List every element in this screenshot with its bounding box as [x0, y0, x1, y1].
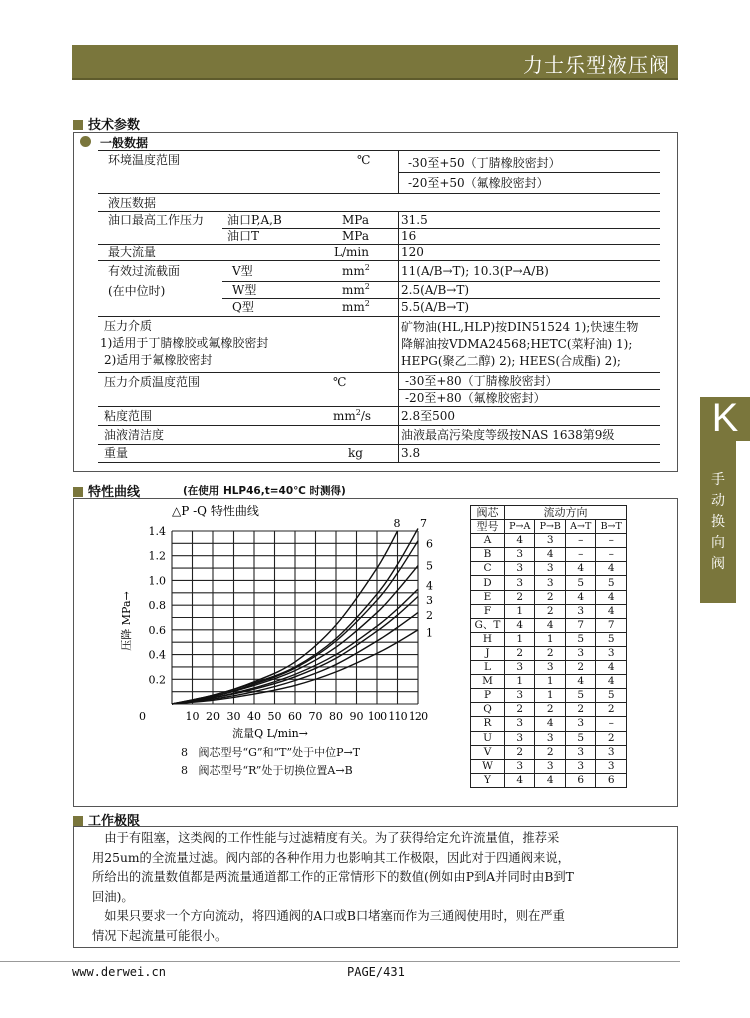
limits-paragraph	[92, 829, 574, 946]
ambient-temp-label: 环境温度范围	[108, 153, 181, 167]
y-tick-label: 0.2	[148, 673, 166, 687]
square-bullet-icon	[73, 487, 83, 497]
flow-curve-cell: 2	[505, 703, 535, 717]
x-tick-label: 60	[288, 710, 302, 723]
x-tick-label: 10	[185, 710, 200, 723]
column-header: B→T	[596, 520, 627, 534]
flow-curve-cell: 1	[535, 632, 566, 646]
flow-curve-cell: 4	[535, 773, 566, 787]
viscosity-label: 粘度范围	[104, 409, 153, 423]
side-tab-char: 动	[711, 493, 725, 509]
flow-curve-cell: 3	[535, 576, 566, 590]
curve-label: 7	[420, 517, 427, 530]
spool-type-cell: Q	[471, 703, 505, 717]
table-header-spool: 阀芯	[471, 506, 505, 520]
flow-curve-cell: 4	[566, 590, 596, 604]
x-tick-label: 70	[308, 710, 323, 723]
table-row	[471, 661, 627, 675]
y-tick-label: 0.6	[148, 623, 166, 637]
table-row	[471, 731, 627, 745]
limits-line: 回油)。	[92, 889, 134, 904]
side-tab-char: 向	[711, 535, 725, 551]
cross-section-label-2: (在中位时)	[108, 284, 166, 298]
unit-sup: 2	[364, 299, 370, 308]
w-type-unit	[342, 283, 370, 298]
flow-curve-cell: 3	[505, 717, 535, 731]
flow-curve-cell: 4	[566, 675, 596, 689]
flow-curve-cell: 6	[566, 773, 596, 787]
flow-curve-cell: 3	[596, 759, 627, 773]
flow-curve-cell: 5	[566, 731, 596, 745]
fluid-value-2: 降解油按VDMA24568;HETC(菜籽油) 1);	[401, 337, 633, 351]
side-tab-letter: K	[711, 396, 739, 440]
fluid-note-1: 1)适用于丁腈橡胶或氟橡胶密封	[100, 336, 269, 350]
chart-title: △P -Q 特性曲线	[172, 504, 259, 518]
unit-sup: 2	[364, 282, 370, 291]
flow-curve-cell: 3	[596, 745, 627, 759]
flow-curve-cell: 5	[596, 632, 627, 646]
flow-curve-cell: 5	[596, 689, 627, 703]
table-header-flow-direction: 流动方向	[505, 506, 627, 520]
flow-curve-cell: 6	[596, 773, 627, 787]
fluid-temp-value-2: -20至+80（氟橡胶密封）	[405, 391, 546, 405]
x-tick-label: 80	[329, 710, 343, 723]
limits-line: 用25um的全流量过滤。阀内部的各种作用力也影响其工作极限，因此对于四通阀来说，	[92, 850, 570, 865]
curve-label: 6	[426, 537, 433, 551]
flow-curve-cell: 4	[596, 661, 627, 675]
flow-curve-cell: 3	[535, 731, 566, 745]
ambient-temp-unit: ℃	[357, 153, 371, 167]
y-tick-label: 1.4	[148, 525, 166, 538]
x-tick-label: 40	[247, 710, 261, 723]
spool-type-cell: R	[471, 717, 505, 731]
cleanliness-label: 油液清洁度	[104, 428, 165, 442]
spool-type-cell: F	[471, 604, 505, 618]
flow-curve-cell: –	[566, 534, 596, 548]
table-row	[471, 562, 627, 576]
q-type-unit	[342, 300, 370, 315]
table-row	[471, 675, 627, 689]
weight-value: 3.8	[401, 446, 421, 460]
side-tab-char: 手	[711, 472, 725, 488]
port-t-value: 16	[401, 229, 417, 243]
fluid-value-3: HEPG(聚乙二醇) 2); HEES(合成酯) 2);	[401, 354, 621, 368]
flow-curve-cell: 3	[505, 689, 535, 703]
flow-curve-cell: –	[596, 717, 627, 731]
hydraulic-data-heading: 液压数据	[108, 196, 157, 210]
x-tick-label: 30	[226, 710, 241, 723]
flow-curve-cell: 2	[566, 661, 596, 675]
section-heading-text: 特性曲线	[88, 485, 141, 500]
chart-ylabel: 压降 MPa→	[120, 591, 133, 651]
flow-curve-cell: 3	[505, 562, 535, 576]
flow-curve-cell: 3	[505, 576, 535, 590]
spool-type-cell: J	[471, 646, 505, 660]
flow-curve-cell: 3	[505, 548, 535, 562]
flow-curve-cell: 2	[505, 745, 535, 759]
x-tick-label: 110	[388, 710, 407, 723]
flow-curve-cell: 1	[505, 604, 535, 618]
legend-line-1	[181, 745, 360, 760]
table-row	[471, 745, 627, 759]
side-tab-char: 阀	[711, 556, 725, 572]
section-heading-tech	[73, 114, 140, 133]
flow-curve-cell: 4	[596, 562, 627, 576]
limits-line: 情况下起流量可能很小。	[92, 928, 228, 943]
limits-line: 由于有阻塞，这类阀的工作性能与过滤精度有关。为了获得给定允许流量值，推荐采	[92, 831, 560, 845]
fluid-temp-label: 压力介质温度范围	[104, 375, 201, 389]
table-row	[471, 689, 627, 703]
x-tick-label: 90	[349, 710, 364, 723]
spool-type-cell: W	[471, 759, 505, 773]
fluid-temp-unit: ℃	[333, 375, 347, 389]
footer-website[interactable]: www.derwei.cn	[72, 965, 166, 979]
table-row	[471, 703, 627, 717]
unit-suffix: /s	[360, 409, 372, 423]
flow-curve-cell: 2	[535, 703, 566, 717]
chart-curves	[172, 517, 433, 704]
flow-curve-cell: 3	[505, 731, 535, 745]
flow-curve-cell: 3	[505, 661, 535, 675]
table-row	[471, 548, 627, 562]
table-row	[471, 618, 627, 632]
flow-curve-cell: 4	[535, 548, 566, 562]
curves-note: (在使用 HLP46,t=40℃ 时测得)	[183, 485, 346, 497]
flow-curve-cell: 1	[505, 632, 535, 646]
spool-type-cell: G、T	[471, 618, 505, 632]
spool-type-cell: B	[471, 548, 505, 562]
spool-flow-table	[470, 505, 627, 788]
legend-text: 阀芯型号“R”处于切换位置A→B	[198, 764, 353, 777]
flow-curve-cell: 1	[505, 675, 535, 689]
port-pab-label: 油口P,A,B	[227, 213, 282, 227]
cross-section-label: 有效过流截面	[108, 264, 181, 278]
spool-type-cell: D	[471, 576, 505, 590]
square-bullet-icon	[73, 120, 83, 130]
limits-line: 如果只要求一个方向流动，将四通阀的A口或B口堵塞而作为三通阀使用时，则在严重	[92, 909, 565, 923]
q-type-value: 5.5(A/B→T)	[401, 300, 470, 314]
flow-curve-cell: 3	[596, 646, 627, 660]
flow-curve-cell: 2	[535, 745, 566, 759]
curve-label: 4	[426, 579, 433, 593]
viscosity-unit	[333, 409, 371, 424]
table-row	[471, 590, 627, 604]
flow-curve-cell: 3	[505, 759, 535, 773]
flow-curve-cell: –	[596, 534, 627, 548]
square-bullet-icon	[73, 816, 83, 826]
max-flow-value: 120	[401, 245, 424, 259]
fluid-label: 压力介质	[104, 319, 153, 333]
flow-curve-cell: 2	[505, 590, 535, 604]
flow-curve-cell: 4	[596, 675, 627, 689]
y-tick-label: 1.0	[148, 574, 166, 588]
side-tab-label	[700, 470, 736, 575]
unit-sup: 2	[364, 263, 370, 272]
column-header: P→B	[535, 520, 566, 534]
spool-type-cell: P	[471, 689, 505, 703]
curve-label: 5	[426, 559, 433, 573]
legend-num: 8	[181, 764, 188, 777]
ambient-temp-value-2: -20至+50（氟橡胶密封）	[408, 176, 549, 190]
flow-curve-cell: 4	[505, 773, 535, 787]
flow-curve-cell: 3	[566, 604, 596, 618]
cleanliness-value: 油液最高污染度等级按NAS 1638第9级	[401, 428, 615, 442]
flow-curve-cell: 7	[596, 618, 627, 632]
y-tick-label: 0.8	[148, 599, 166, 613]
flow-curve-cell: 2	[535, 590, 566, 604]
flow-curve-cell: 3	[535, 759, 566, 773]
port-pab-unit: MPa	[342, 213, 369, 227]
column-header: P→A	[505, 520, 535, 534]
v-type-value: 11(A/B→T); 10.3(P→A/B)	[401, 264, 549, 278]
spool-type-cell: A	[471, 534, 505, 548]
table-header-spool-model: 型号	[471, 520, 505, 534]
y-tick-label: 1.2	[148, 549, 166, 563]
fluid-temp-value-1: -30至+80（丁腈橡胶密封）	[405, 374, 558, 388]
flow-curve-cell: 5	[596, 576, 627, 590]
circle-bullet-icon	[80, 136, 91, 147]
flow-curve-cell: 5	[566, 689, 596, 703]
flow-curve-cell: 3	[566, 646, 596, 660]
flow-curve-cell: 4	[566, 562, 596, 576]
unit-text: mm	[333, 409, 356, 423]
flow-curve-cell: 7	[566, 618, 596, 632]
curve-label: 1	[426, 626, 433, 640]
flow-curve-cell: 1	[535, 675, 566, 689]
q-type-label: Q型	[232, 300, 254, 314]
spool-type-cell: E	[471, 590, 505, 604]
legend-text: 阀芯型号“G”和“T”处于中位P→T	[198, 746, 361, 759]
max-flow-unit: L/min	[334, 245, 369, 259]
curve-label: 3	[426, 594, 433, 608]
weight-label: 重量	[104, 446, 129, 460]
flow-curve-cell: 2	[535, 646, 566, 660]
legend-num: 8	[181, 746, 188, 759]
section-heading-text: 技术参数	[88, 118, 141, 133]
general-data-heading: 一般数据	[100, 136, 149, 150]
flow-curve-cell: 5	[566, 576, 596, 590]
flow-curve-cell: –	[566, 548, 596, 562]
max-flow-label: 最大流量	[108, 245, 157, 259]
table-row	[471, 759, 627, 773]
header-title: 力士乐型液压阀	[523, 53, 670, 77]
column-header: A→T	[566, 520, 596, 534]
table-header-row	[471, 520, 627, 534]
v-type-label: V型	[232, 264, 253, 278]
flow-curve-cell: 2	[505, 646, 535, 660]
header-bar	[72, 45, 678, 80]
chart-grid	[172, 531, 418, 704]
table-row	[471, 604, 627, 618]
flow-curve-cell: 3	[535, 562, 566, 576]
flow-curve-cell: 2	[596, 731, 627, 745]
port-t-unit: MPa	[342, 229, 369, 243]
footer-divider	[0, 961, 680, 962]
flow-curve-cell: 4	[596, 590, 627, 604]
flow-curve-cell: 4	[505, 534, 535, 548]
flow-curve-cell: 2	[596, 703, 627, 717]
spool-type-cell: H	[471, 632, 505, 646]
flow-curve-cell: 1	[535, 689, 566, 703]
fluid-value-1: 矿物油(HL,HLP)按DIN51524 1);快速生物	[401, 320, 639, 334]
tech-params-box	[73, 132, 678, 472]
flow-curve-cell: 4	[535, 717, 566, 731]
limits-line: 所给出的流量数值都是两流量通道都工作的正常情形下的数值(例如由P到A并同时由B到T	[92, 870, 574, 884]
unit-text: mm	[342, 300, 365, 314]
flow-curve-cell: 3	[566, 759, 596, 773]
table-row	[471, 773, 627, 787]
origin-label: 0	[139, 710, 146, 723]
flow-curve-cell: 3	[566, 745, 596, 759]
fluid-note-2: 2)适用于氟橡胶密封	[104, 353, 213, 367]
spool-type-cell: Y	[471, 773, 505, 787]
flow-curve-cell: 3	[566, 717, 596, 731]
flow-curve-cell: 5	[566, 632, 596, 646]
section-heading-text: 工作极限	[88, 814, 141, 829]
w-type-value: 2.5(A/B→T)	[401, 283, 470, 297]
flow-curve-cell: 2	[535, 604, 566, 618]
port-t-label: 油口T	[227, 229, 260, 243]
spool-type-cell: M	[471, 675, 505, 689]
max-pressure-label: 油口最高工作压力	[108, 213, 205, 227]
weight-unit: kg	[348, 446, 363, 460]
spool-type-cell: L	[471, 661, 505, 675]
y-tick-label: 0.4	[148, 648, 166, 662]
side-tab-char: 换	[711, 514, 725, 530]
table-row	[471, 534, 627, 548]
x-tick-label: 20	[206, 710, 220, 723]
curve-label: 8	[393, 517, 401, 530]
flow-curve-cell: 2	[566, 703, 596, 717]
v-type-unit	[342, 264, 370, 279]
table-row	[471, 576, 627, 590]
unit-text: mm	[342, 283, 365, 297]
table-header-row	[471, 506, 627, 520]
viscosity-value: 2.8至500	[401, 409, 455, 423]
spool-type-cell: U	[471, 731, 505, 745]
table-row	[471, 632, 627, 646]
x-tick-label: 50	[267, 710, 282, 723]
table-row	[471, 646, 627, 660]
chart-xlabel: 流量Q L/min→	[232, 727, 308, 740]
flow-curve-cell: 4	[535, 618, 566, 632]
spool-type-cell: C	[471, 562, 505, 576]
curve-label: 2	[426, 609, 433, 623]
ambient-temp-value-1: -30至+50（丁腈橡胶密封）	[408, 156, 561, 170]
flow-curve-cell: 4	[596, 604, 627, 618]
flow-curve-cell: 4	[505, 618, 535, 632]
legend-line-2	[181, 763, 353, 778]
port-pab-value: 31.5	[401, 213, 428, 227]
flow-curve-cell: 3	[535, 534, 566, 548]
x-tick-label: 120	[408, 710, 428, 723]
w-type-label: W型	[232, 283, 257, 297]
flow-curve-cell: 3	[535, 661, 566, 675]
unit-text: mm	[342, 264, 365, 278]
table-row	[471, 717, 627, 731]
footer-page-number: PAGE/431	[347, 965, 405, 979]
flow-curve-cell: –	[596, 548, 627, 562]
spool-type-cell: V	[471, 745, 505, 759]
unit-sup: 2	[355, 408, 361, 417]
x-tick-label: 100	[367, 710, 387, 723]
